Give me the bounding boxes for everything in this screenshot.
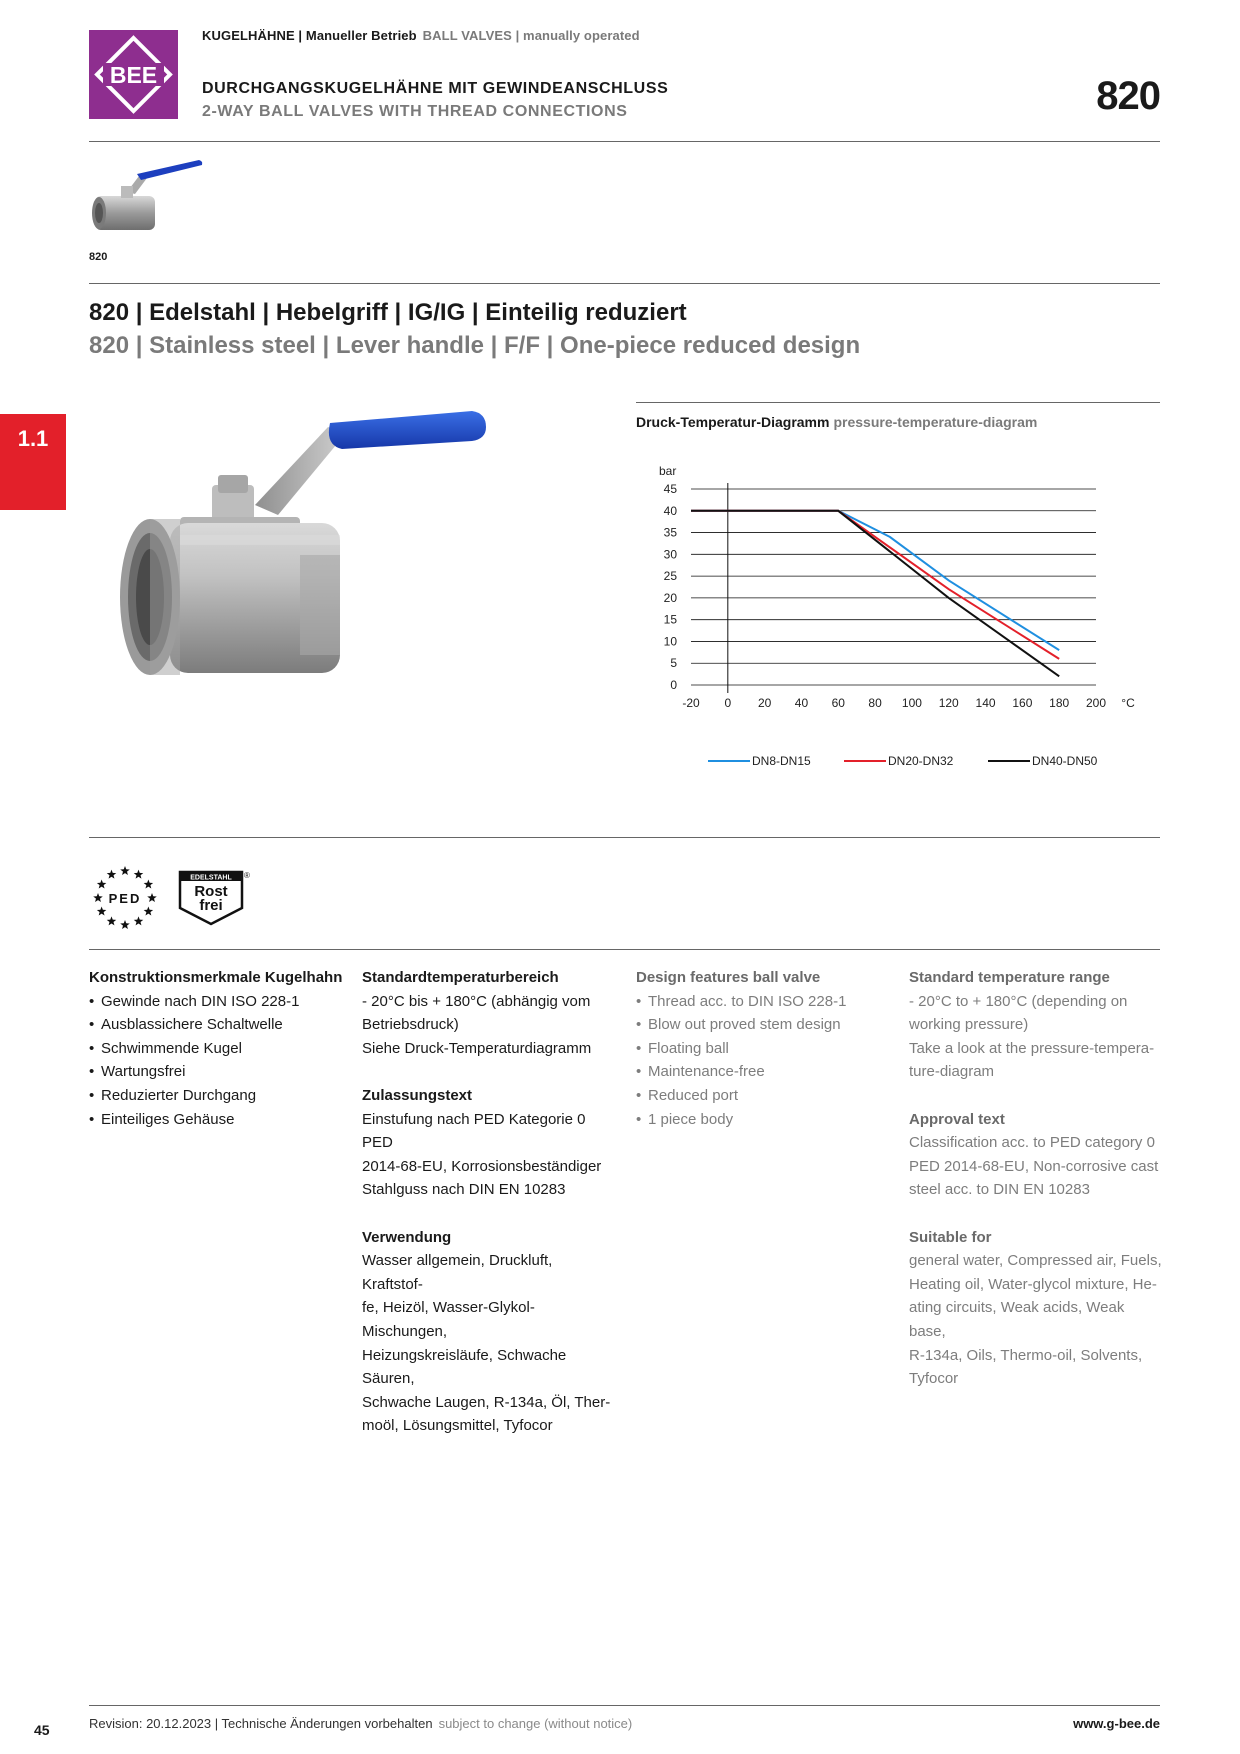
ped-star: [120, 920, 130, 929]
x-tick-label: 200: [1085, 696, 1107, 710]
design-features-de-list: [89, 990, 344, 1132]
bee-logo: [89, 30, 178, 119]
pressure-temperature-chart: [636, 455, 1160, 785]
list-item: • Maintenance-free: [636, 1060, 891, 1084]
features-divider: [89, 949, 1160, 950]
text-line: Tyfocor: [909, 1370, 959, 1388]
legend-label: DN40-DN50: [1032, 754, 1098, 768]
y-tick-label: 35: [663, 525, 677, 540]
x-tick-label: 60: [831, 696, 845, 710]
list-item: • Thread acc. to DIN ISO 228-1: [636, 990, 891, 1014]
y-tick-label: 20: [663, 590, 677, 605]
website-link[interactable]: www.g-bee.de: [1073, 1716, 1160, 1731]
page-number: 45: [34, 1722, 50, 1738]
text-line: Schwache Laugen, R-134a, Öl, Ther-: [362, 1393, 611, 1411]
y-tick-label: 40: [663, 503, 677, 518]
approval-de-heading: Zulassungstext: [362, 1086, 473, 1104]
design-features-de-heading: Konstruktionsmerkmale Kugelhahn: [89, 969, 343, 986]
usage-en-heading: Suitable for: [909, 1228, 992, 1246]
text-line: Betriebsdruck): [362, 1016, 459, 1034]
text-line: fe, Heizöl, Wasser-Glykol-Mischungen,: [362, 1299, 535, 1340]
section-tab-label: 1.1: [17, 426, 49, 451]
category-de: KUGELHÄHNE | Manueller Betrieb: [202, 28, 417, 43]
text-line: ture-diagram: [909, 1063, 995, 1081]
x-tick-label: 40: [794, 696, 809, 710]
list-item: • 1 piece body: [636, 1108, 891, 1132]
x-axis-unit: °C: [1121, 696, 1135, 710]
series-line: [691, 511, 1059, 650]
temperature-en: [909, 966, 1164, 1391]
y-tick-label: 30: [663, 547, 677, 562]
chart-title-de: Druck-Temperatur-Diagramm: [636, 414, 830, 430]
text-line: Classification acc. to PED category 0: [909, 1134, 1155, 1152]
y-tick-label: 10: [663, 634, 677, 649]
text-line: steel acc. to DIN EN 10283: [909, 1181, 1090, 1199]
text-line: R-134a, Oils, Thermo-oil, Solvents,: [909, 1346, 1143, 1364]
footer-divider: [89, 1705, 1160, 1706]
list-item: • Schwimmende Kugel: [89, 1037, 344, 1061]
product-thumbnail: [89, 158, 204, 236]
rost-line2: frei: [199, 897, 223, 914]
legend-label: DN20-DN32: [888, 754, 954, 768]
text-line: general water, Compressed air, Fuels,: [909, 1252, 1162, 1270]
text-line: working pressure): [909, 1016, 1029, 1034]
text-line: - 20°C bis + 180°C (abhängig vom: [362, 992, 591, 1010]
ped-text: PED: [108, 891, 142, 906]
category-line: [202, 28, 640, 43]
ped-star: [107, 870, 117, 879]
header-divider: [89, 141, 1160, 142]
header-title-de: DURCHGANGSKUGELHÄHNE MIT GEWINDEANSCHLUSS: [202, 80, 669, 97]
x-tick-label: 180: [1049, 696, 1070, 710]
rostfrei-logo: [177, 866, 252, 926]
y-tick-label: 15: [663, 612, 677, 627]
series-line: [691, 511, 1059, 677]
x-tick-label: 100: [901, 696, 922, 710]
header-title-en: 2-WAY BALL VALVES WITH THREAD CONNECTIONS: [202, 103, 628, 120]
footer-revision: [89, 1716, 632, 1731]
ped-star: [134, 916, 144, 925]
legend-label: DN8-DN15: [752, 754, 811, 768]
ped-star: [120, 866, 130, 875]
ped-star: [107, 916, 117, 925]
chart-bottom-divider: [89, 837, 1160, 838]
text-line: - 20°C to + 180°C (depending on: [909, 992, 1128, 1010]
design-features-en: [636, 966, 891, 1131]
chart-title: [636, 414, 1037, 430]
x-tick-label: -20: [682, 696, 700, 710]
ped-logo: [89, 862, 161, 934]
list-item: • Blow out proved stem design: [636, 1013, 891, 1037]
text-line: Siehe Druck-Temperaturdiagramm: [362, 1039, 592, 1057]
section-tab: [0, 414, 66, 510]
text-line: PED 2014-68-EU, Non-corrosive cast: [909, 1157, 1159, 1175]
text-line: 2014-68-EU, Korrosionsbeständiger: [362, 1157, 602, 1175]
x-tick-label: 80: [868, 696, 882, 710]
temperature-en-heading: Standard temperature range: [909, 969, 1110, 986]
chart-divider: [636, 402, 1160, 403]
thumbnail-divider: [89, 283, 1160, 284]
model-number: 820: [1096, 74, 1160, 118]
x-tick-label: 140: [975, 696, 996, 710]
text-line: Take a look at the pressure-tempera-: [909, 1039, 1155, 1057]
y-tick-label: 5: [670, 656, 677, 671]
list-item: • Floating ball: [636, 1037, 891, 1061]
text-line: Wasser allgemein, Druckluft, Kraftstof-: [362, 1252, 553, 1293]
ped-star: [144, 907, 154, 916]
x-tick-label: 20: [757, 696, 772, 710]
category-en: BALL VALVES | manually operated: [422, 28, 640, 43]
rost-top-text: EDELSTAHL: [190, 874, 232, 882]
ped-star: [97, 880, 107, 889]
design-features-en-list: [636, 990, 891, 1132]
text-line: Heizungskreisläufe, Schwache Säuren,: [362, 1346, 567, 1388]
usage-de-heading: Verwendung: [362, 1228, 452, 1246]
ped-star: [134, 870, 144, 879]
y-tick-label: 0: [670, 678, 677, 692]
revision-de: Revision: 20.12.2023 | Technische Änderungen vorbehalten: [89, 1716, 433, 1731]
list-item: • Reduzierter Durchgang: [89, 1084, 344, 1108]
product-title-de: 820 | Edelstahl | Hebelgriff | IG/IG | Einteilig reduziert: [89, 299, 687, 326]
product-title-en: 820 | Stainless steel | Lever handle | F/F | One-piece reduced design: [89, 332, 861, 359]
ped-star: [144, 880, 154, 889]
text-line: Stahlguss nach DIN EN 10283: [362, 1181, 566, 1199]
list-item: • Einteiliges Gehäuse: [89, 1108, 344, 1132]
list-item: • Gewinde nach DIN ISO 228-1: [89, 990, 344, 1014]
chart-title-en: pressure-temperature-diagram: [833, 414, 1038, 430]
y-axis-unit: bar: [659, 464, 677, 478]
rost-line1: Rost: [194, 883, 228, 900]
approval-en-heading: Approval text: [909, 1110, 1005, 1128]
thumbnail-label: 820: [89, 251, 108, 263]
text-line: Heating oil, Water-glycol mixture, He-: [909, 1275, 1157, 1293]
product-image: [120, 405, 550, 695]
x-tick-label: 0: [724, 696, 732, 710]
registered-mark: ®: [244, 871, 250, 880]
ped-star: [97, 907, 107, 916]
logo-text: BEE: [109, 62, 158, 88]
x-tick-label: 160: [1012, 696, 1033, 710]
design-features-en-heading: Design features ball valve: [636, 969, 821, 986]
x-tick-label: 120: [938, 696, 959, 710]
list-item: • Wartungsfrei: [89, 1060, 344, 1084]
ped-star: [93, 893, 103, 902]
text-line: Einstufung nach PED Kategorie 0 PED: [362, 1110, 586, 1152]
y-tick-label: 45: [663, 482, 677, 496]
text-line: ating circuits, Weak acids, Weak base,: [909, 1299, 1125, 1340]
list-item: • Reduced port: [636, 1084, 891, 1108]
list-item: • Ausblassichere Schaltwelle: [89, 1013, 344, 1037]
temperature-de-heading: Standardtemperaturbereich: [362, 969, 559, 986]
design-features-de: [89, 966, 344, 1131]
y-tick-label: 25: [663, 569, 677, 584]
revision-en: subject to change (without notice): [438, 1716, 633, 1731]
text-line: moöl, Lösungsmittel, Tyfocor: [362, 1417, 553, 1435]
temperature-de: [362, 966, 617, 1438]
ped-star: [147, 893, 157, 902]
